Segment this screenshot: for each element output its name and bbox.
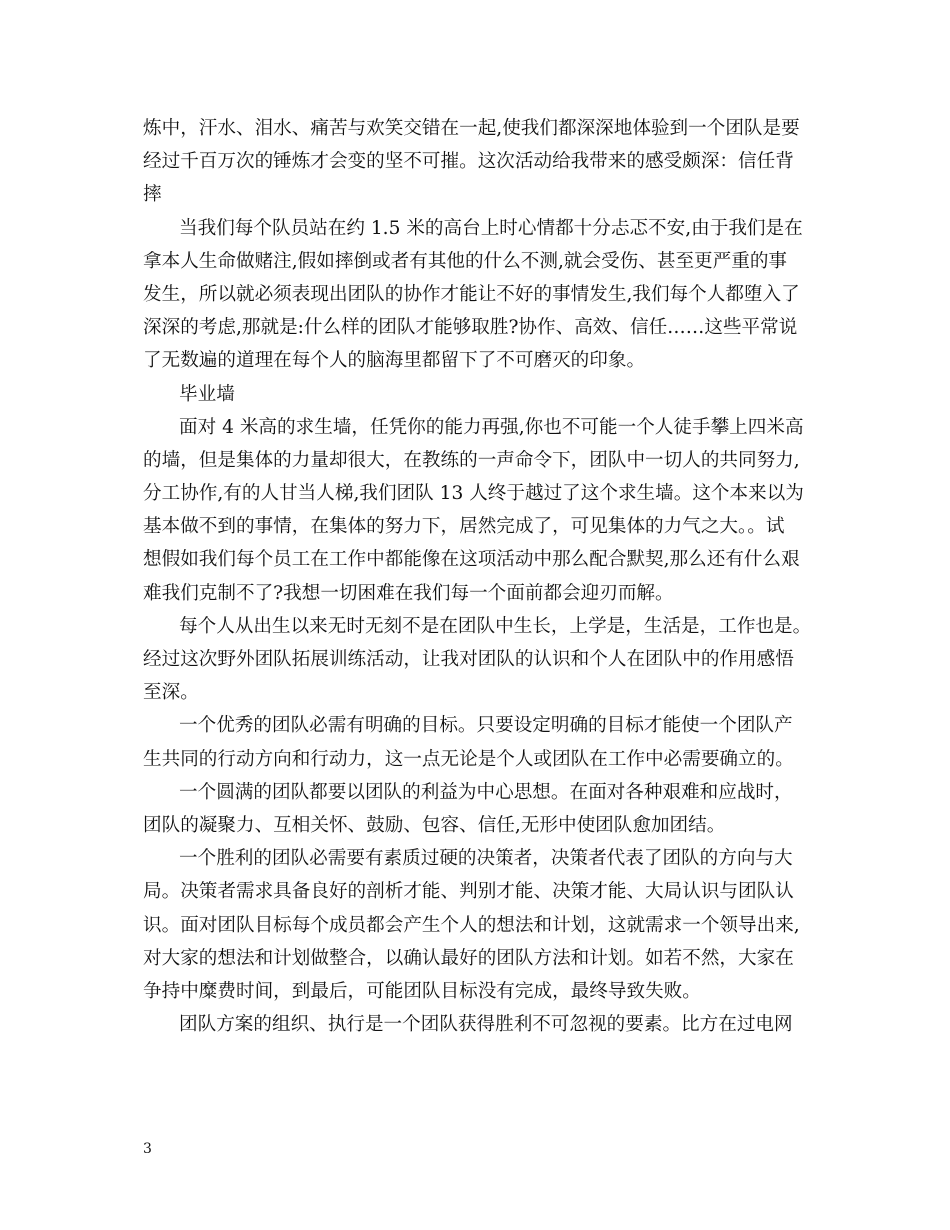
text-line: 争持中糜费时间，到最后，可能团队目标没有完成，最终导致失败。 [143,980,701,1002]
text-line: 分工协作,有的人甘当人梯,我们团队 13 人终于越过了这个求生墙。这个本来以为 [143,483,804,505]
page-number: 3 [143,1141,152,1157]
body-text [143,112,811,1041]
text-line: 一个优秀的团队必需有明确的目标。只要设定明确的目标才能使一个团队产 [179,715,793,737]
text-line: 深深的考虑,那就是:什么样的团队才能够取胜?协作、高效、信任……这些平常说 [143,317,798,339]
text-line: 想假如我们每个员工在工作中都能像在这项活动中那么配合默契,那么还有什么艰 [143,549,800,571]
text-line: 经过千百万次的锤炼才会变的坚不可摧。这次活动给我带来的感受颇深：信任背 [143,151,794,173]
text-line: 当我们每个队员站在约 1.5 米的高台上时心情都十分忐忑不安,由于我们是在 [179,217,803,239]
text-line: 团队方案的组织、执行是一个团队获得胜利不可忽视的要素。比方在过电网 [179,1014,793,1036]
text-line: 至深。 [143,682,199,704]
text-line: 每个人从出生以来无时无刻不是在团队中生长，上学是，生活是，工作也是。 [179,615,811,637]
text-line: 炼中，汗水、泪水、痛苦与欢笑交错在一起,使我们都深深地体验到一个团队是要 [143,118,800,139]
text-line: 一个胜利的团队必需要有素质过硬的决策者，决策者代表了团队的方向与大 [179,848,793,870]
text-line: 基本做不到的事情，在集体的努力下，居然完成了，可见集体的力气之大。。试 [143,516,785,538]
text-line: 的墙，但是集体的力量却很大，在教练的一声命令下，团队中一切人的共同努力, [143,449,800,471]
text-line: 拿本人生命做赌注,假如摔倒或者有其他的什么不测,就会受伤、甚至更严重的事 [143,250,788,272]
text-line: 了无数遍的道理在每个人的脑海里都留下了不可磨灭的印象。 [143,350,646,372]
text-line: 发生，所以就必须表现出团队的协作才能让不好的事情发生,我们每个人都堕入了 [143,283,800,305]
text-line: 经过这次野外团队拓展训练活动，让我对团队的认识和个人在团队中的作用感悟 [143,649,794,670]
text-line: 摔 [143,184,162,206]
text-line: 面对 4 米高的求生墙，任凭你的能力再强,你也不可能一个人徒手攀上四米高 [179,416,804,438]
text-line: 对大家的想法和计划做整合，以确认最好的团队方法和计划。如若不然，大家在 [143,947,794,969]
text-line: 生共同的行动方向和行动力，这一点无论是个人或团队在工作中必需要确立的。 [143,748,794,770]
text-line: 局。决策者需求具备良好的剖析才能、判别才能、决策才能、大局认识与团队认 [143,881,794,903]
text-line: 毕业墙 [179,383,235,405]
text-line: 团队的凝聚力、互相关怀、鼓励、包容、信任,无形中使团队愈加团结。 [143,814,726,836]
text-line: 难我们克制不了?我想一切困难在我们每一个面前都会迎刃而解。 [143,582,674,604]
text-line: 一个圆满的团队都要以团队的利益为中心思想。在面对各种艰难和应战时， [179,781,793,803]
text-line: 识。面对团队目标每个成员都会产生个人的想法和计划，这就需求一个领导出来, [143,914,800,936]
